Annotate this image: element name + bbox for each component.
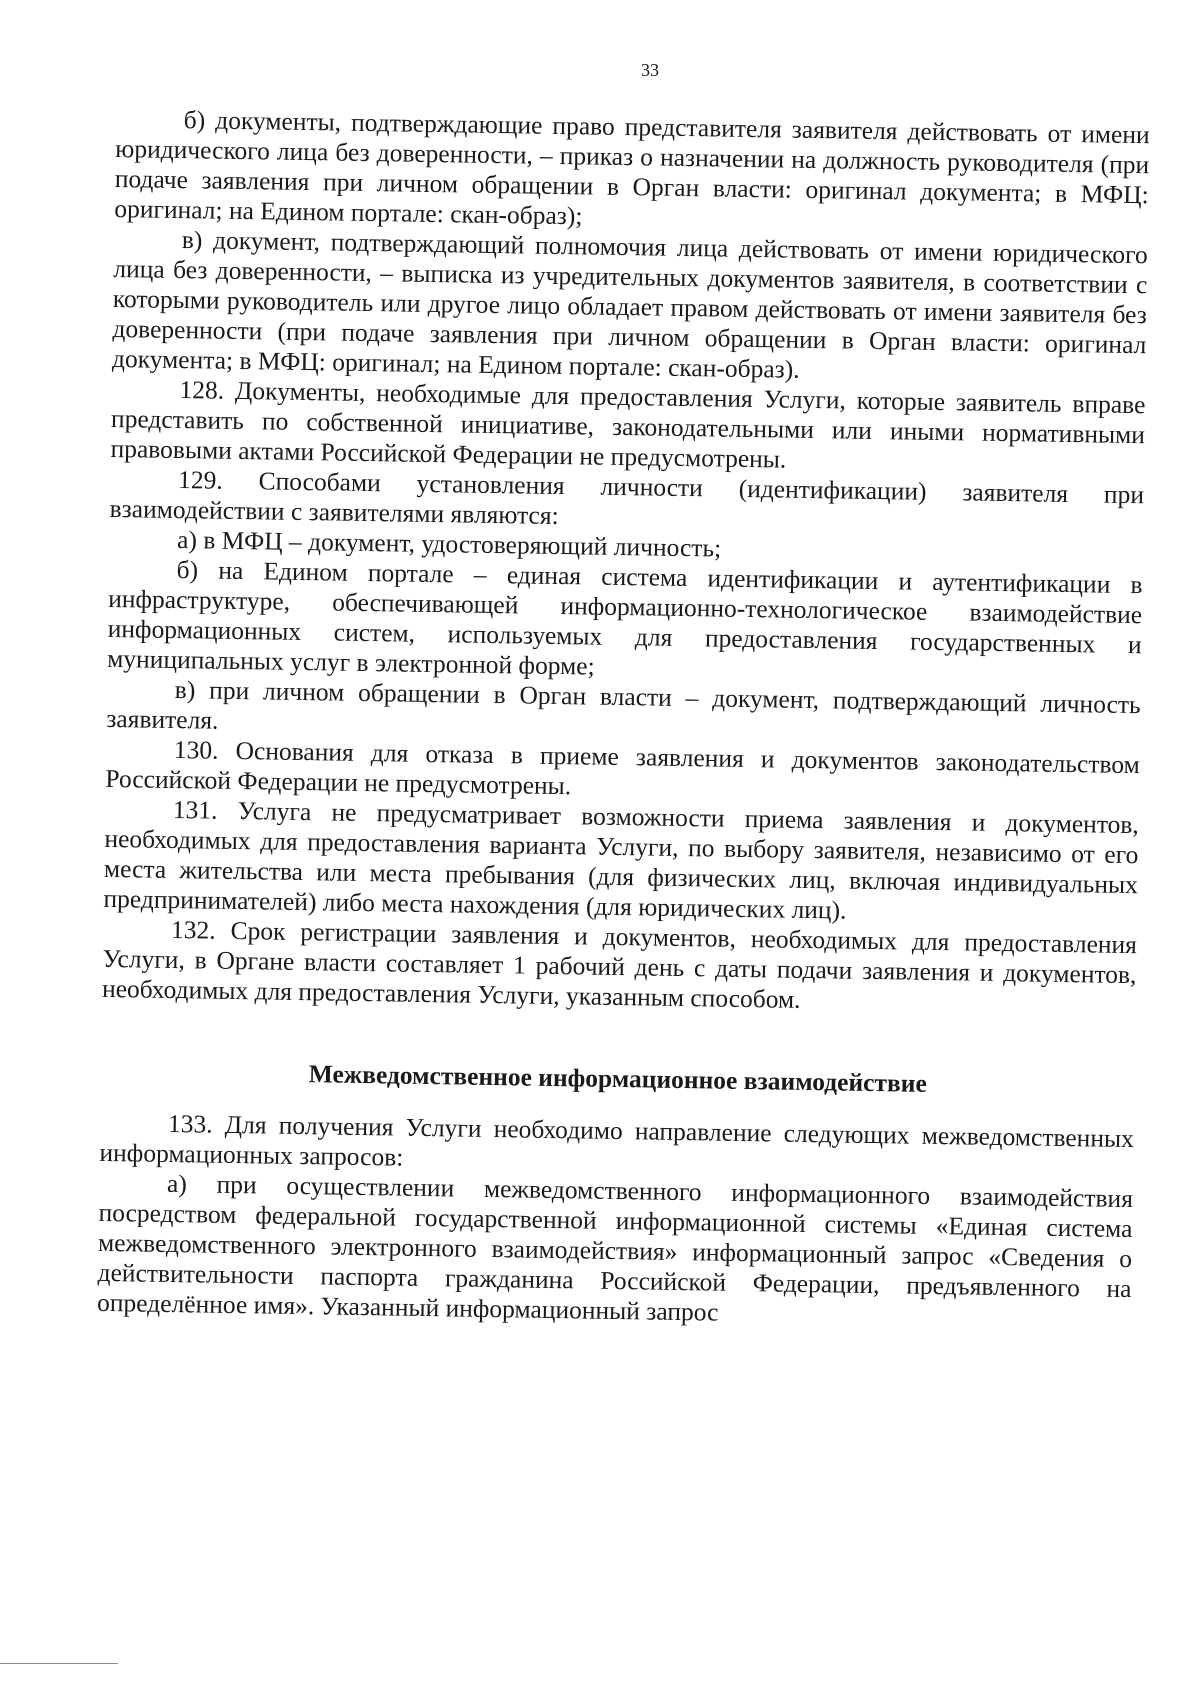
paragraph-129v: в) при личном обращении в Орган власти – документ, подтверждающий личность заявителя.	[106, 674, 1141, 735]
paragraph-132: 132. Срок регистрации заявления и документов, необходимых для предоставления Услуги, в Органе власти составляет 1 рабочий день с даты подачи заявления и документов, необходимых для предоставления Услуги, указанным способом.	[101, 914, 1138, 1014]
paragraph-133: 133. Для получения Услуги необходимо направление следующих межведомственных информационных запросов:	[99, 1108, 1135, 1172]
section-heading: Межведомственное информационное взаимодействие	[308, 1059, 928, 1098]
paragraph-129a: а) в МФЦ – документ, удостоверяющий личность;	[176, 525, 722, 563]
paragraph-129: 129. Способами установления личности (идентификации) заявителя при взаимодействии с заявителями являются:	[109, 465, 1145, 531]
document-body	[97, 104, 1150, 1334]
paragraph-128: 128. Документы, необходимые для предоставления Услуги, которые заявитель вправе представить по собственной инициативе, законодательными или иными нормативными правовыми актами Российской Федерации не предусмотрены.	[110, 375, 1146, 474]
paragraph-131: 131. Услуга не предусматривает возможности приема заявления и документов, необходимых для предоставления варианта Услуги, по выбору заявителя, независимо от его места жительства или места пребывания (для физических лиц, включая индивидуальных предпринимателей) либо места нахождения (для юридических лиц).	[103, 794, 1140, 925]
paragraph-1v-authority-docs: в) документ, подтверждающий полномочия лица действовать от имени юридического лица без доверенности, – выписка из учредительных документов заявителя, в соответствии с которыми руководитель или другое лицо обладает правом действовать от имени заявителя без доверенности (при подаче заявления при личном обращении в Орган власти: оригинал документа; в МФЦ: оригинал; на Едином портале: скан-образ).	[111, 225, 1148, 384]
footnote-rule	[0, 1663, 118, 1664]
paragraph-129b: б) на Едином портале – единая система идентификации и аутентификации в инфраструктуре, обеспечивающей информационно-технологическое взаимодействие информационных систем, используемых для предоставления государственных и муниципальных услуг в электронной форме;	[107, 555, 1143, 681]
paragraph-1b-representative-docs: б) документы, подтверждающие право представителя заявителя действовать от имени юридического лица без доверенности, – приказ о назначении на должность руководителя (при подаче заявления при личном обращении в Орган власти: оригинал документа; в МФЦ: оригинал; на Едином портале: скан-образ);	[114, 105, 1150, 231]
page-number: 33	[641, 60, 659, 80]
paragraph-133a: а) при осуществлении межведомственного информационного взаимодействия посредством федеральной государственной информационной системы «Единая система межведомственного электронного взаимодействия» информационный запрос «Сведения о действительности паспорта гражданина Российской Федерации, предъявленного на определённое имя». Указанный информационный запрос	[96, 1168, 1134, 1327]
paragraph-130: 130. Основания для отказа в приеме заявления и документов законодательством Российской Федерации не предусмотрены.	[105, 734, 1140, 801]
